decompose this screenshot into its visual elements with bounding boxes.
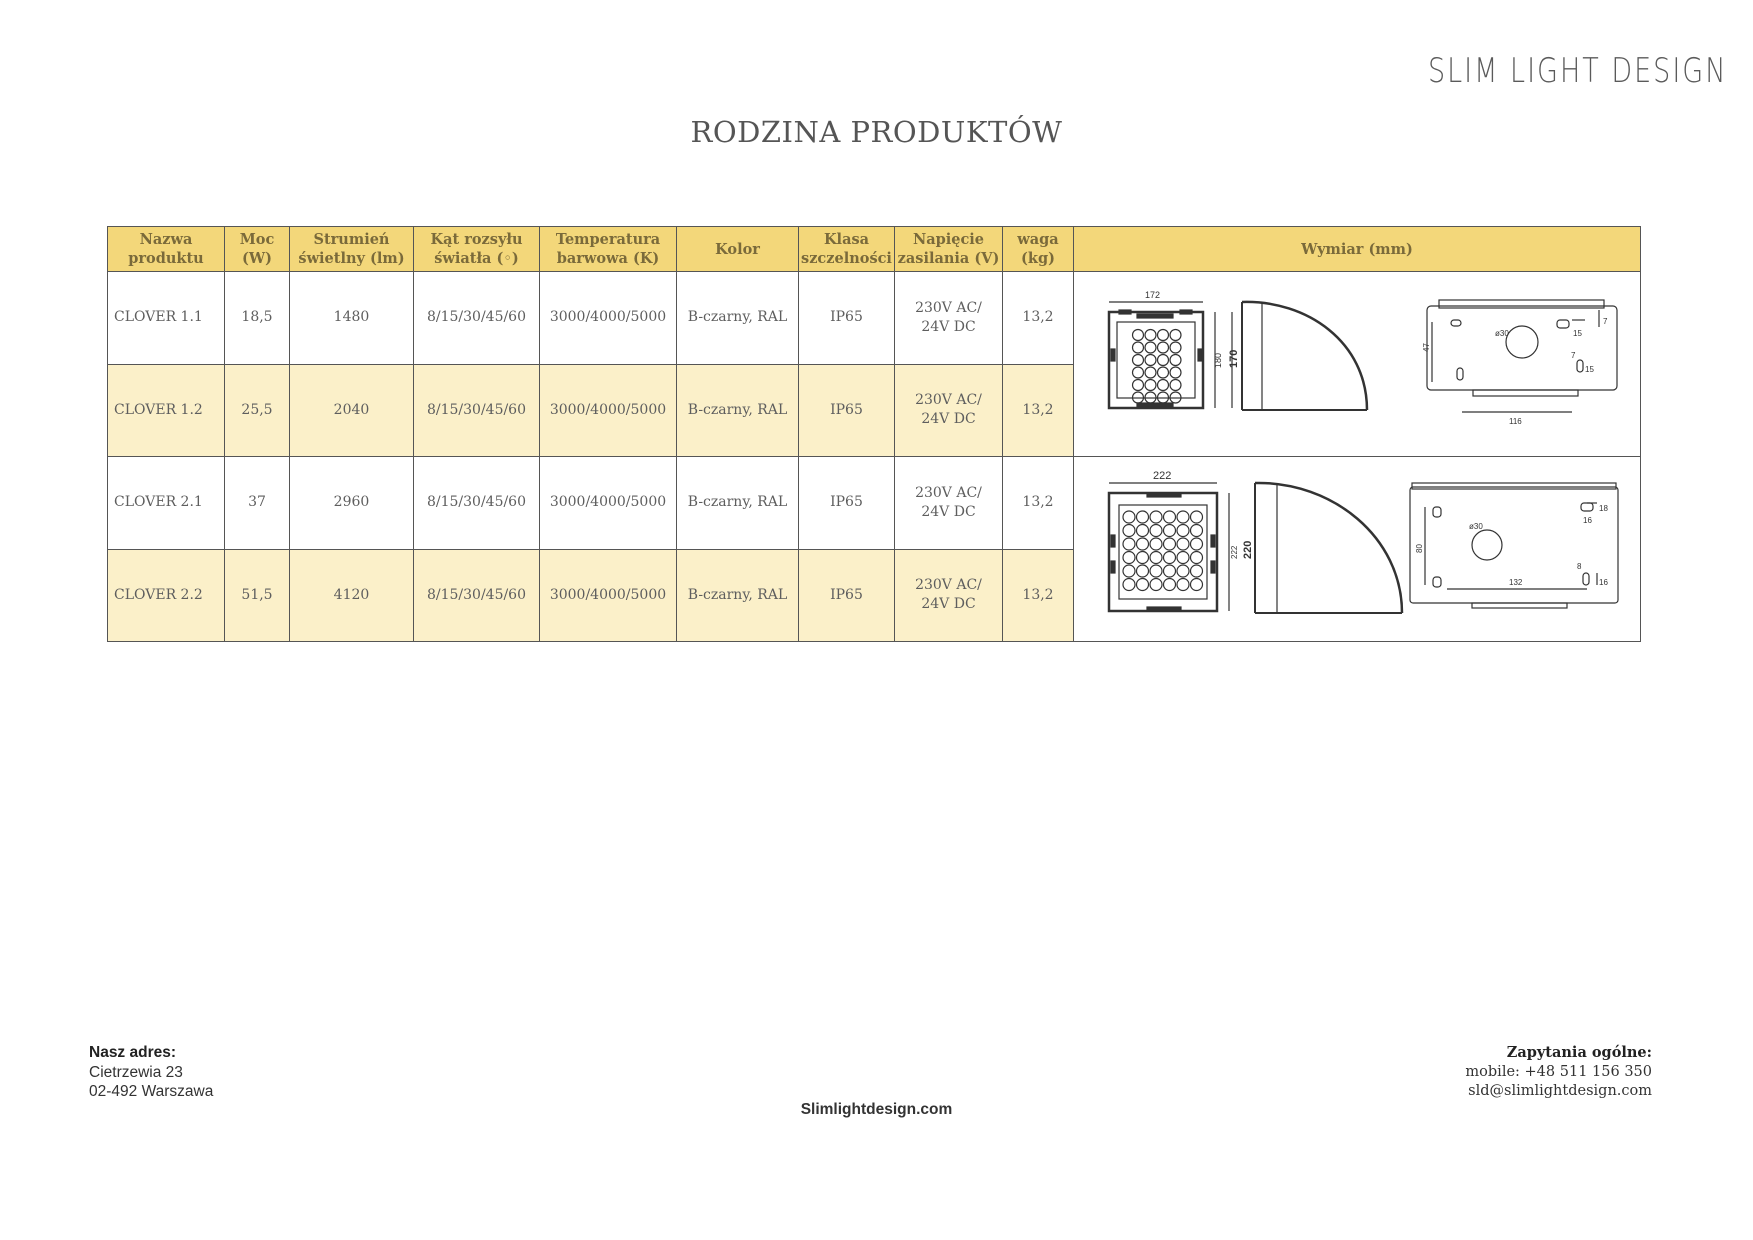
cell-power: 37 xyxy=(225,457,290,550)
led-lens xyxy=(1158,342,1169,353)
cell-weight: 13,2 xyxy=(1003,457,1074,550)
cell-voltage: 230V AC/ 24V DC xyxy=(895,457,1003,550)
clover1-drawing-svg xyxy=(1077,272,1637,450)
address-heading: Nasz adres: xyxy=(89,1044,177,1061)
clover2-dimension-drawing xyxy=(1074,457,1641,642)
led-lens xyxy=(1177,565,1189,577)
led-lens xyxy=(1145,380,1156,391)
cell-flux: 2960 xyxy=(290,457,414,550)
header-angle: Kąt rozsyłu światła (◦) xyxy=(414,227,540,272)
led-lens xyxy=(1170,380,1181,391)
clover2-front-frame xyxy=(1109,493,1217,611)
led-lens xyxy=(1164,565,1176,577)
table-row xyxy=(108,272,1641,365)
led-lens xyxy=(1150,511,1162,523)
led-lens xyxy=(1133,355,1144,366)
table-row xyxy=(108,457,1641,550)
led-lens xyxy=(1191,565,1203,577)
led-lens xyxy=(1123,538,1135,550)
led-lens xyxy=(1145,367,1156,378)
clover1-dim-116: 116 xyxy=(1509,417,1522,426)
cell-color: B-czarny, RAL xyxy=(677,272,799,365)
clover1-dim-height-outer: 170 xyxy=(1228,349,1240,368)
clover2-led-grid xyxy=(1123,511,1203,591)
clover1-dim-7b: 7 xyxy=(1571,351,1576,360)
led-lens xyxy=(1123,552,1135,564)
cell-ip-class: IP65 xyxy=(799,457,895,550)
cell-angle: 8/15/30/45/60 xyxy=(414,272,540,365)
cell-voltage: 230V AC/ 24V DC xyxy=(895,272,1003,365)
cell-name: CLOVER 2.2 xyxy=(108,549,225,642)
led-lens xyxy=(1145,342,1156,353)
led-lens xyxy=(1133,342,1144,353)
clover1-dim-width: 172 xyxy=(1145,290,1161,300)
led-lens xyxy=(1177,511,1189,523)
led-lens xyxy=(1137,579,1149,591)
led-lens xyxy=(1177,525,1189,537)
led-lens xyxy=(1123,565,1135,577)
cell-color: B-czarny, RAL xyxy=(677,364,799,457)
clover1-dim-hole: ø30 xyxy=(1495,329,1509,338)
clover2-dim-hole: ø30 xyxy=(1469,522,1483,531)
led-lens xyxy=(1164,579,1176,591)
cell-power: 25,5 xyxy=(225,364,290,457)
led-lens xyxy=(1191,579,1203,591)
cell-name: CLOVER 1.2 xyxy=(108,364,225,457)
led-lens xyxy=(1191,538,1203,550)
led-lens xyxy=(1137,565,1149,577)
clover1-dim-15: 15 xyxy=(1573,329,1582,338)
header-color: Kolor xyxy=(677,227,799,272)
cell-angle: 8/15/30/45/60 xyxy=(414,457,540,550)
led-lens xyxy=(1123,579,1135,591)
led-lens xyxy=(1150,579,1162,591)
clover2-dim-18: 18 xyxy=(1599,504,1608,513)
cell-temperature: 3000/4000/5000 xyxy=(540,272,677,365)
clover2-dim-132: 132 xyxy=(1509,578,1523,587)
led-lens xyxy=(1170,355,1181,366)
table-header-row xyxy=(108,227,1641,272)
clover2-dim-80: 80 xyxy=(1415,544,1424,553)
header-voltage: Napięcie zasilania (V) xyxy=(895,227,1003,272)
led-lens xyxy=(1191,511,1203,523)
contact-mobile: mobile: +48 511 156 350 xyxy=(1465,1063,1652,1080)
footer-address xyxy=(89,1043,213,1102)
website-link[interactable]: Slimlightdesign.com xyxy=(800,1101,953,1118)
cell-color: B-czarny, RAL xyxy=(677,549,799,642)
cell-temperature: 3000/4000/5000 xyxy=(540,457,677,550)
cell-ip-class: IP65 xyxy=(799,549,895,642)
led-lens xyxy=(1137,552,1149,564)
cell-power: 18,5 xyxy=(225,272,290,365)
clover2-drawing-svg xyxy=(1077,457,1637,635)
led-lens xyxy=(1158,355,1169,366)
cell-flux: 1480 xyxy=(290,272,414,365)
cell-name: CLOVER 1.1 xyxy=(108,272,225,365)
led-lens xyxy=(1150,552,1162,564)
led-lens xyxy=(1191,552,1203,564)
led-lens xyxy=(1164,552,1176,564)
cell-angle: 8/15/30/45/60 xyxy=(414,549,540,642)
cell-power: 51,5 xyxy=(225,549,290,642)
cell-ip-class: IP65 xyxy=(799,272,895,365)
led-lens xyxy=(1164,538,1176,550)
header-name: Nazwa produktu xyxy=(108,227,225,272)
cell-flux: 4120 xyxy=(290,549,414,642)
cell-weight: 13,2 xyxy=(1003,364,1074,457)
led-lens xyxy=(1137,511,1149,523)
cell-ip-class: IP65 xyxy=(799,364,895,457)
header-temperature: Temperatura barwowa (K) xyxy=(540,227,677,272)
clover1-dim-height-inner: 180 xyxy=(1213,352,1223,368)
led-lens xyxy=(1137,538,1149,550)
clover1-dimension-drawing xyxy=(1074,272,1641,457)
clover2-dim-16a: 16 xyxy=(1583,516,1592,525)
cell-angle: 8/15/30/45/60 xyxy=(414,364,540,457)
led-lens xyxy=(1150,565,1162,577)
led-lens xyxy=(1133,380,1144,391)
clover1-dim-15b: 15 xyxy=(1585,365,1594,374)
cell-color: B-czarny, RAL xyxy=(677,457,799,550)
led-lens xyxy=(1158,367,1169,378)
header-power: Moc (W) xyxy=(225,227,290,272)
clover1-led-grid xyxy=(1133,330,1182,404)
led-lens xyxy=(1170,367,1181,378)
led-lens xyxy=(1145,330,1156,341)
address-line-1: Cietrzewia 23 xyxy=(89,1063,183,1081)
footer-contact xyxy=(1465,1043,1652,1102)
cell-weight: 13,2 xyxy=(1003,272,1074,365)
led-lens xyxy=(1164,525,1176,537)
led-lens xyxy=(1150,538,1162,550)
clover1-dim-7a: 7 xyxy=(1603,317,1608,326)
led-lens xyxy=(1137,525,1149,537)
header-weight: waga (kg) xyxy=(1003,227,1074,272)
clover2-dim-height-outer: 220 xyxy=(1242,540,1254,559)
led-lens xyxy=(1158,330,1169,341)
led-lens xyxy=(1123,525,1135,537)
led-lens xyxy=(1158,380,1169,391)
led-lens xyxy=(1177,579,1189,591)
led-lens xyxy=(1123,511,1135,523)
header-ip-class: Klasa szczelności xyxy=(799,227,895,272)
led-lens xyxy=(1177,538,1189,550)
led-lens xyxy=(1150,525,1162,537)
header-dimensions: Wymiar (mm) xyxy=(1074,227,1641,272)
led-lens xyxy=(1170,330,1181,341)
cell-voltage: 230V AC/ 24V DC xyxy=(895,549,1003,642)
clover2-dim-height-inner: 222 xyxy=(1230,545,1239,559)
led-lens xyxy=(1191,525,1203,537)
cell-temperature: 3000/4000/5000 xyxy=(540,549,677,642)
led-lens xyxy=(1145,355,1156,366)
clover2-dim-8: 8 xyxy=(1577,562,1582,571)
led-lens xyxy=(1133,330,1144,341)
cell-voltage: 230V AC/ 24V DC xyxy=(895,364,1003,457)
cell-flux: 2040 xyxy=(290,364,414,457)
clover2-dim-width: 222 xyxy=(1153,470,1172,482)
cell-name: CLOVER 2.1 xyxy=(108,457,225,550)
clover2-dim-16b: 16 xyxy=(1599,578,1608,587)
contact-email[interactable]: sld@slimlightdesign.com xyxy=(1468,1083,1652,1099)
brand-logo: SLIM LIGHT DESIGN xyxy=(1428,52,1728,91)
clover1-side-profile xyxy=(1242,302,1367,410)
page-title: RODZINA PRODUKTÓW xyxy=(690,115,1063,149)
led-lens xyxy=(1177,552,1189,564)
cell-weight: 13,2 xyxy=(1003,549,1074,642)
contact-heading: Zapytania ogólne: xyxy=(1506,1044,1652,1061)
led-lens xyxy=(1170,342,1181,353)
clover1-back-plate xyxy=(1427,306,1617,390)
clover1-dim-47: 47 xyxy=(1422,343,1431,352)
product-table xyxy=(107,226,1641,642)
led-lens xyxy=(1164,511,1176,523)
address-line-2: 02-492 Warszawa xyxy=(89,1083,214,1100)
header-flux: Strumień świetlny (lm) xyxy=(290,227,414,272)
led-lens xyxy=(1133,367,1144,378)
cell-temperature: 3000/4000/5000 xyxy=(540,364,677,457)
